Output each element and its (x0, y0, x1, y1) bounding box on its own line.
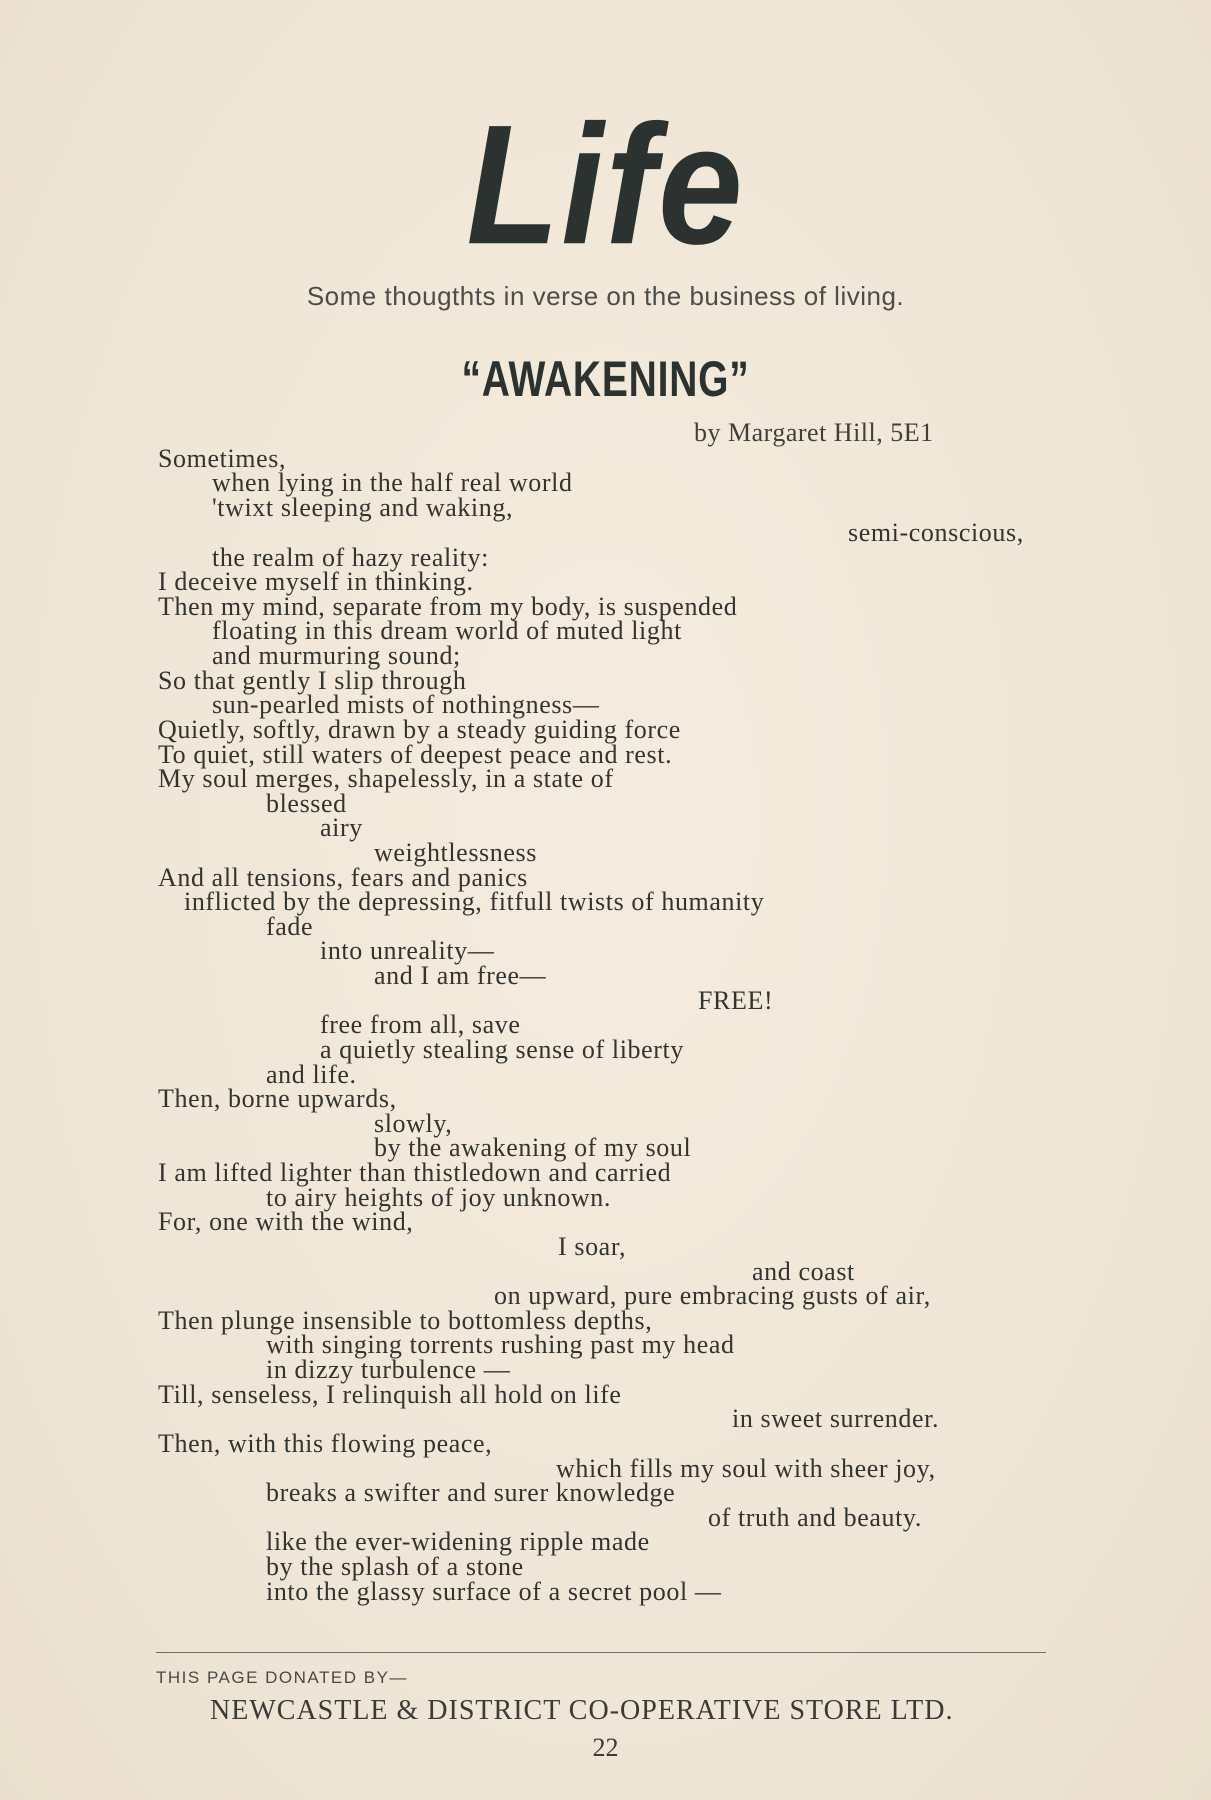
poem-line: when lying in the half real world (212, 468, 573, 497)
poem-line: slowly, (374, 1109, 453, 1138)
poem-line: fade (266, 912, 314, 941)
poem-line: Sometimes, (158, 444, 287, 473)
poem-line: airy (320, 813, 363, 842)
poem-line: in sweet surrender. (732, 1404, 940, 1433)
poem-line: sun-pearled mists of nothingness— (212, 690, 600, 719)
poem-line: like the ever-widening ripple made (266, 1527, 650, 1556)
poem-line: I am lifted lighter than thistledown and carried (158, 1158, 672, 1187)
donated-label: THIS PAGE DONATED BY— (156, 1668, 408, 1687)
poem-line: Quietly, softly, drawn by a steady guiding force (158, 715, 681, 744)
poem-line: Then my mind, separate from my body, is suspended (158, 592, 738, 621)
poem-line: 'twixt sleeping and waking, (212, 493, 514, 522)
poem-line: weightlessness (374, 838, 537, 867)
poem-line: I deceive myself in thinking. (158, 567, 474, 596)
page-title: Life (466, 89, 745, 281)
poem-line: which fills my soul with sheer joy, (556, 1454, 936, 1483)
poem-line: And all tensions, fears and panics (158, 863, 528, 892)
poem-byline: by Margaret Hill, 5E1 (694, 418, 934, 447)
poem-line: with singing torrents rushing past my head (266, 1330, 735, 1359)
poem-line: Till, senseless, I relinquish all hold on life (158, 1380, 622, 1409)
poem-line: free from all, save (320, 1010, 521, 1039)
poem-line: Then plunge insensible to bottomless depths, (158, 1306, 653, 1335)
poem-line: and I am free— (374, 961, 547, 990)
poem-line: So that gently I slip through (158, 666, 467, 695)
poem-line: Then, with this flowing peace, (158, 1429, 493, 1458)
poem-line: by the awakening of my soul (374, 1133, 692, 1162)
poem-line: blessed (266, 789, 347, 818)
donor-name: NEWCASTLE & DISTRICT CO-OPERATIVE STORE LTD. (210, 1695, 954, 1726)
poem-line: semi-conscious, (848, 518, 1024, 547)
poem-line: Then, borne upwards, (158, 1084, 397, 1113)
poem-line: and murmuring sound; (212, 641, 461, 670)
poem-line: FREE! (698, 986, 774, 1015)
footer-divider (156, 1652, 1046, 1653)
poem-line: inflicted by the depressing, fitfull twists of humanity (184, 887, 765, 916)
poem-line: to airy heights of joy unknown. (266, 1183, 612, 1212)
poem-line: on upward, pure embracing gusts of air, (494, 1281, 931, 1310)
poem-line: breaks a swifter and surer knowledge (266, 1478, 676, 1507)
poem-line: and life. (266, 1060, 357, 1089)
poem-line: of truth and beauty. (708, 1503, 922, 1532)
poem-line: into unreality— (320, 936, 495, 965)
poem-line: a quietly stealing sense of liberty (320, 1035, 684, 1064)
poem-line: To quiet, still waters of deepest peace and rest. (158, 740, 673, 769)
poem-line: by the splash of a stone (266, 1552, 524, 1581)
page-number: 22 (592, 1733, 619, 1762)
poem-line: the realm of hazy reality: (212, 543, 489, 572)
poem-line: floating in this dream world of muted light (212, 616, 682, 645)
poem-line: For, one with the wind, (158, 1207, 414, 1236)
poem-line: into the glassy surface of a secret pool — (266, 1577, 722, 1606)
poem-line: and coast (752, 1257, 855, 1286)
poem-line: in dizzy turbulence — (266, 1355, 511, 1384)
poem-line: I soar, (558, 1232, 627, 1261)
page-subtitle: Some thougthts in verse on the business of living. (306, 281, 905, 311)
poem-title: “AWAKENING” (461, 351, 750, 407)
poem-line: My soul merges, shapelessly, in a state of (158, 764, 614, 793)
